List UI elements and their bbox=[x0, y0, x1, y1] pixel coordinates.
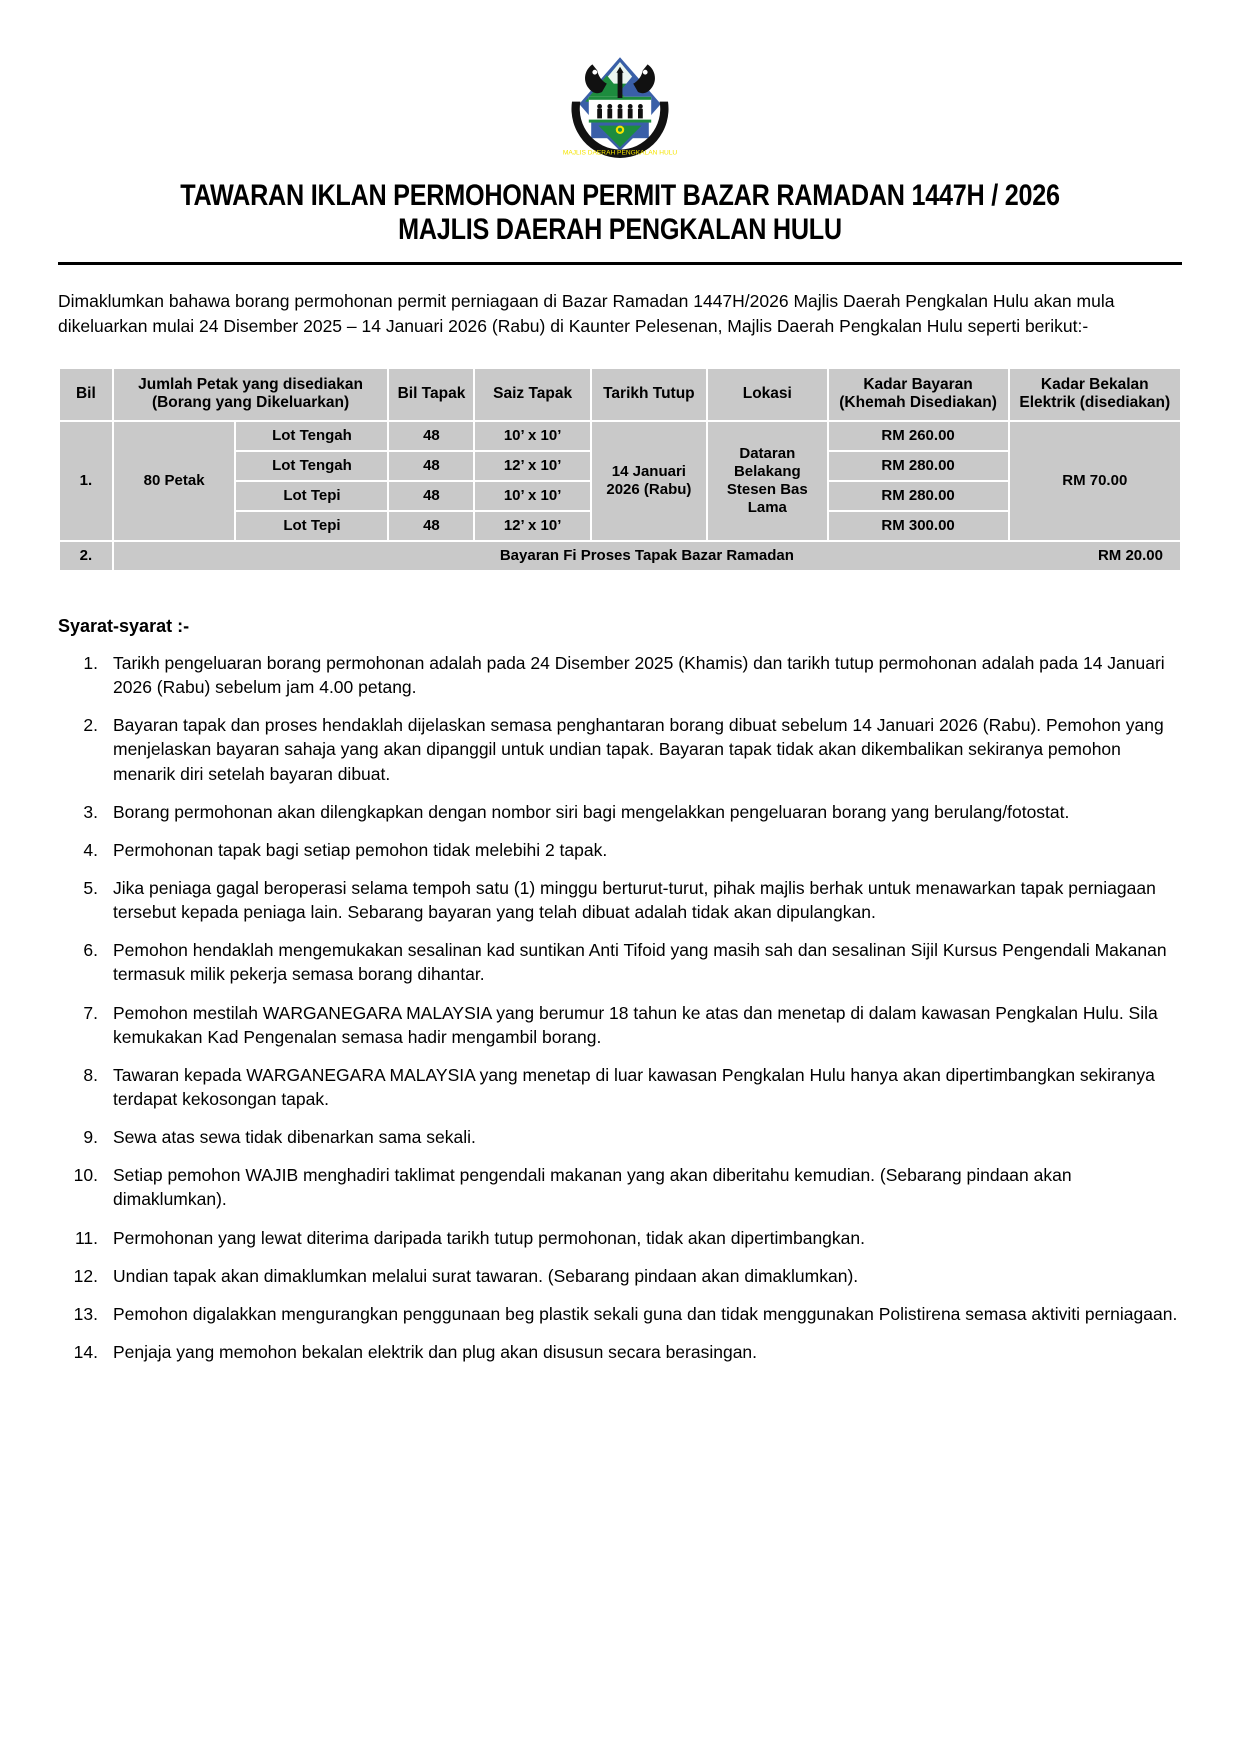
header-divider bbox=[58, 262, 1182, 265]
cell-saiz-tapak: 10’ x 10’ bbox=[475, 422, 589, 450]
list-item: Pemohon hendaklah mengemukakan sesalinan kad suntikan Anti Tifoid yang masih sah dan sesalinan Sijil Kursus Pengendali Makanan termasuk milik pekerja semasa borang dihantar. bbox=[113, 940, 1167, 985]
cell-saiz-tapak: 12’ x 10’ bbox=[475, 512, 589, 540]
conditions-heading: Syarat-syarat :- bbox=[58, 616, 190, 637]
svg-text:MAJLIS DAERAH PENGKALAN HULU: MAJLIS DAERAH PENGKALAN HULU bbox=[562, 149, 678, 157]
table-row bbox=[60, 422, 1180, 450]
list-item: Permohonan yang lewat diterima daripada tarikh tutup permohonan, tidak akan dipertimbangkan. bbox=[113, 1227, 865, 1248]
intro-paragraph: Dimaklumkan bahawa borang permohonan permit perniagaan di Bazar Ramadan 1447H/2026 Majlis Daerah Pengkalan Hulu akan mula dikeluarkan mulai 24 Disember 2025 – 14 Januari 2026 (Rabu) di Kaunter Pelesenan, Majlis Daerah Pengkalan Hulu seperti berikut:- bbox=[58, 291, 1115, 337]
page-title-line-2: MAJLIS DAERAH PENGKALAN HULU bbox=[398, 212, 842, 246]
cell-saiz-tapak: 10’ x 10’ bbox=[475, 482, 589, 510]
page-title-line-1: TAWARAN IKLAN PERMOHONAN PERMIT BAZAR RAMADAN 1447H / 2026 bbox=[180, 179, 1060, 212]
list-item: Bayaran tapak dan proses hendaklah dijelaskan semasa penghantaran borang dibuat sebelum 14 Januari 2026 (Rabu). Pemohon yang menjelaskan bayaran sahaja yang akan dipanggil untuk undian tapak. Bayaran tapak tidak akan dikembalikan sekiranya pemohon menarik diri setelah bayaran dibuat. bbox=[113, 715, 1164, 784]
th-bil-tapak: Bil Tapak bbox=[389, 369, 473, 420]
cell-lokasi: Dataran Belakang Stesen Bas Lama bbox=[708, 422, 827, 540]
majlis-daerah-pengkalan-hulu-crest-icon bbox=[560, 44, 680, 164]
list-item: Undian tapak akan dimaklumkan melalui surat tawaran. (Sebarang pindaan akan dimaklumkan). bbox=[113, 1265, 859, 1286]
fee-label: Bayaran Fi Proses Tapak Bazar Ramadan bbox=[499, 547, 794, 565]
cell-lot-name: Lot Tengah bbox=[236, 422, 387, 450]
cell-tarikh-tutup: 14 Januari 2026 (Rabu) bbox=[592, 422, 706, 540]
table-row-fee bbox=[60, 542, 1180, 570]
cell-fee-row bbox=[114, 542, 1180, 570]
cell-bil-tapak: 48 bbox=[389, 512, 473, 540]
conditions-list bbox=[58, 651, 1182, 1364]
cell-lot-name: Lot Tepi bbox=[236, 512, 387, 540]
list-item: Sewa atas sewa tidak dibenarkan sama sekali. bbox=[113, 1127, 476, 1148]
page-title bbox=[0, 179, 1240, 246]
th-saiz-tapak: Saiz Tapak bbox=[475, 369, 589, 420]
cell-kadar-bayaran: RM 260.00 bbox=[829, 422, 1008, 450]
list-item: Pemohon mestilah WARGANEGARA MALAYSIA yang berumur 18 tahun ke atas dan menetap di dalam kawasan Pengkalan Hulu. Sila kemukakan Kad Pengenalan semasa hadir mengambil borang. bbox=[113, 1002, 1158, 1047]
th-jumlah-petak: Jumlah Petak yang disediakan (Borang yang Dikeluarkan) bbox=[114, 369, 388, 420]
list-item: Jika peniaga gagal beroperasi selama tempoh satu (1) minggu berturut-turut, pihak majlis berhak untuk menawarkan tapak perniagaan tersebut kepada peniaga lain. Sebarang bayaran yang telah dibuat adalah tidak akan dipulangkan. bbox=[113, 878, 1156, 923]
list-item: Setiap pemohon WAJIB menghadiri taklimat pengendali makanan yang akan diberitahu kemudian. (Sebarang pindaan akan dimaklumkan). bbox=[113, 1165, 1072, 1210]
cell-jumlah-petak: 80 Petak bbox=[114, 422, 235, 540]
cell-bil-tapak: 48 bbox=[389, 422, 473, 450]
cell-bil-tapak: 48 bbox=[389, 482, 473, 510]
cell-kadar-bayaran: RM 300.00 bbox=[829, 512, 1008, 540]
cell-kadar-bayaran: RM 280.00 bbox=[829, 452, 1008, 480]
cell-bil-1: 1. bbox=[60, 422, 112, 540]
th-kadar-elektrik: Kadar Bekalan Elektrik (disediakan) bbox=[1010, 369, 1180, 420]
cell-lot-name: Lot Tengah bbox=[236, 452, 387, 480]
list-item: Borang permohonan akan dilengkapkan dengan nombor siri bagi mengelakkan pengeluaran borang yang berulang/fotostat. bbox=[113, 801, 1070, 822]
offer-table-container bbox=[58, 367, 1182, 572]
list-item: Tawaran kepada WARGANEGARA MALAYSIA yang menetap di luar kawasan Pengkalan Hulu hanya akan dipertimbangkan sekiranya terdapat kekosongan tapak. bbox=[113, 1064, 1155, 1110]
offer-table bbox=[58, 367, 1182, 572]
cell-kadar-bayaran: RM 280.00 bbox=[829, 482, 1008, 510]
th-lokasi: Lokasi bbox=[708, 369, 827, 420]
cell-bil-tapak: 48 bbox=[389, 452, 473, 480]
list-item: Permohonan tapak bagi setiap pemohon tidak melebihi 2 tapak. bbox=[113, 839, 608, 860]
table-header-row bbox=[60, 369, 1180, 420]
cell-bil-2: 2. bbox=[60, 542, 112, 570]
cell-lot-name: Lot Tepi bbox=[236, 482, 387, 510]
crest-container bbox=[0, 0, 1240, 169]
list-item: Penjaja yang memohon bekalan elektrik dan plug akan disusun secara berasingan. bbox=[113, 1342, 758, 1363]
cell-kadar-elektrik: RM 70.00 bbox=[1010, 422, 1180, 540]
list-item: Tarikh pengeluaran borang permohonan adalah pada 24 Disember 2025 (Khamis) dan tarikh tutup permohonan adalah pada 14 Januari 2026 (Rabu) sebelum jam 4.00 petang. bbox=[113, 653, 1165, 698]
th-bil: Bil bbox=[60, 369, 112, 420]
list-item: Pemohon digalakkan mengurangkan penggunaan beg plastik sekali guna dan tidak menggunakan Polistirena semasa aktiviti perniagaan. bbox=[113, 1303, 1178, 1324]
cell-saiz-tapak: 12’ x 10’ bbox=[475, 452, 589, 480]
th-kadar-bayaran: Kadar Bayaran (Khemah Disediakan) bbox=[829, 369, 1008, 420]
fee-amount: RM 20.00 bbox=[1097, 547, 1163, 565]
th-tarikh-tutup: Tarikh Tutup bbox=[592, 369, 706, 420]
